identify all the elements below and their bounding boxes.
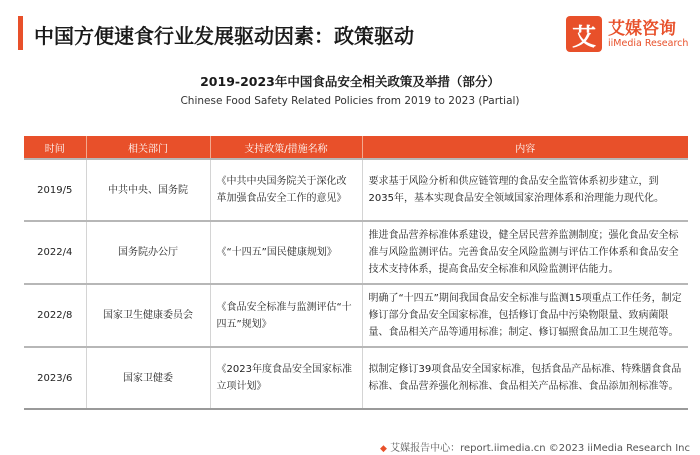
cell-policy: 《中共中央国务院关于深化改革加强食品安全工作的意见》 <box>210 159 362 221</box>
cell-content: 明确了“十四五”期间我国食品安全标准与监测15项重点工作任务，制定修订部分食品安全国家标准，包括修订食品中污染物限量、致病菌限量、食品相关产品等通用标准；制定、修订辐照食品加工卫生规范等。 <box>362 284 688 347</box>
column-header-time: 时间 <box>24 136 86 159</box>
table-row <box>24 284 688 347</box>
cell-policy: 《“十四五”国民健康规划》 <box>210 221 362 284</box>
cell-policy: 《2023年度食品安全国家标准立项计划》 <box>210 347 362 409</box>
table-title-en: Chinese Food Safety Related Policies from 2019 to 2023 (Partial) <box>180 95 520 107</box>
table-title-cn: 2019-2023年中国食品安全相关政策及举措（部分） <box>200 74 500 89</box>
cell-department: 国务院办公厅 <box>86 221 210 284</box>
footer <box>380 439 690 454</box>
table-row <box>24 221 688 284</box>
footer-logo-icon: ◆ <box>380 444 387 454</box>
cell-content: 要求基于风险分析和供应链管理的食品安全监管体系初步建立，到2035年，基本实现食品安全领域国家治理体系和治理能力现代化。 <box>362 159 688 221</box>
footer-text[interactable]: 艾媒报告中心：report.iimedia.cn ©2023 iiMedia Research Inc <box>390 443 690 454</box>
column-header-policy: 支持政策/措施名称 <box>210 136 362 159</box>
table-row <box>24 347 688 409</box>
brand-logo <box>566 12 692 56</box>
column-header-content: 内容 <box>362 136 688 159</box>
table-row <box>24 159 688 221</box>
cell-time: 2019/5 <box>24 159 86 221</box>
cell-department: 国家卫生健康委员会 <box>86 284 210 347</box>
logo-mark-icon: 艾 <box>566 16 602 52</box>
cell-content: 拟制定修订39项食品安全国家标准，包括食品产品标准、特殊膳食食品标准、食品营养强化剂标准、食品相关产品标准、食品添加剂标准等。 <box>362 347 688 409</box>
cell-time: 2023/6 <box>24 347 86 409</box>
cell-department: 中共中央、国务院 <box>86 159 210 221</box>
column-header-department: 相关部门 <box>86 136 210 159</box>
title-accent-bar <box>18 16 23 50</box>
logo-name-en: iiMedia Research <box>608 38 689 49</box>
cell-content: 推进食品营养标准体系建设，健全居民营养监测制度；强化食品安全标准与风险监测评估。完善食品安全风险监测与评估工作体系和食品安全技术支持体系，提高食品安全标准和风险监测评估能力。 <box>362 221 688 284</box>
page-title: 中国方便速食行业发展驱动因素：政策驱动 <box>34 24 414 48</box>
cell-time: 2022/4 <box>24 221 86 284</box>
cell-department: 国家卫健委 <box>86 347 210 409</box>
cell-time: 2022/8 <box>24 284 86 347</box>
table-header-row <box>24 136 688 159</box>
policy-table <box>24 136 688 410</box>
cell-policy: 《食品安全标准与监测评估“十四五”规划》 <box>210 284 362 347</box>
logo-name-cn: 艾媒咨询 <box>608 19 676 39</box>
